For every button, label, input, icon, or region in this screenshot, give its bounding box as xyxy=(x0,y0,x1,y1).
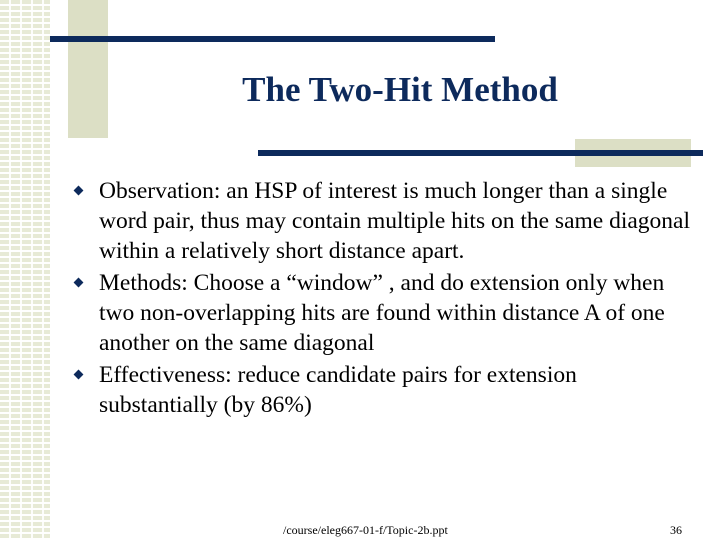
bullet-item-effectiveness xyxy=(72,360,692,420)
title-rule-top xyxy=(50,36,495,42)
bullet-text: Effectiveness: reduce candidate pairs for extension substantially (by 86%) xyxy=(99,362,577,418)
slide-title: The Two-Hit Method xyxy=(242,70,558,109)
bullet-text: Observation: an HSP of interest is much longer than a single word pair, thus may contain multiple hits on the same diagonal within a relatively short distance apart. xyxy=(99,178,691,264)
bullet-item-observation xyxy=(72,176,692,266)
bullet-item-methods xyxy=(72,268,692,358)
bullet-list xyxy=(72,176,692,422)
bullet-text: Methods: Choose a “window” , and do extension only when two non-overlapping hits are found within distance A of one another on the same diagonal xyxy=(99,270,665,356)
diamond-bullet-icon xyxy=(74,370,84,380)
footer-file-path: /course/eleg667-01-f/Topic-2b.ppt xyxy=(283,523,448,537)
diamond-bullet-icon xyxy=(74,278,84,288)
decorative-block-top xyxy=(68,0,108,138)
title-rule-bottom xyxy=(258,150,703,156)
striped-side-panel xyxy=(0,0,50,540)
page-number: 36 xyxy=(670,523,682,537)
diamond-bullet-icon xyxy=(74,186,84,196)
